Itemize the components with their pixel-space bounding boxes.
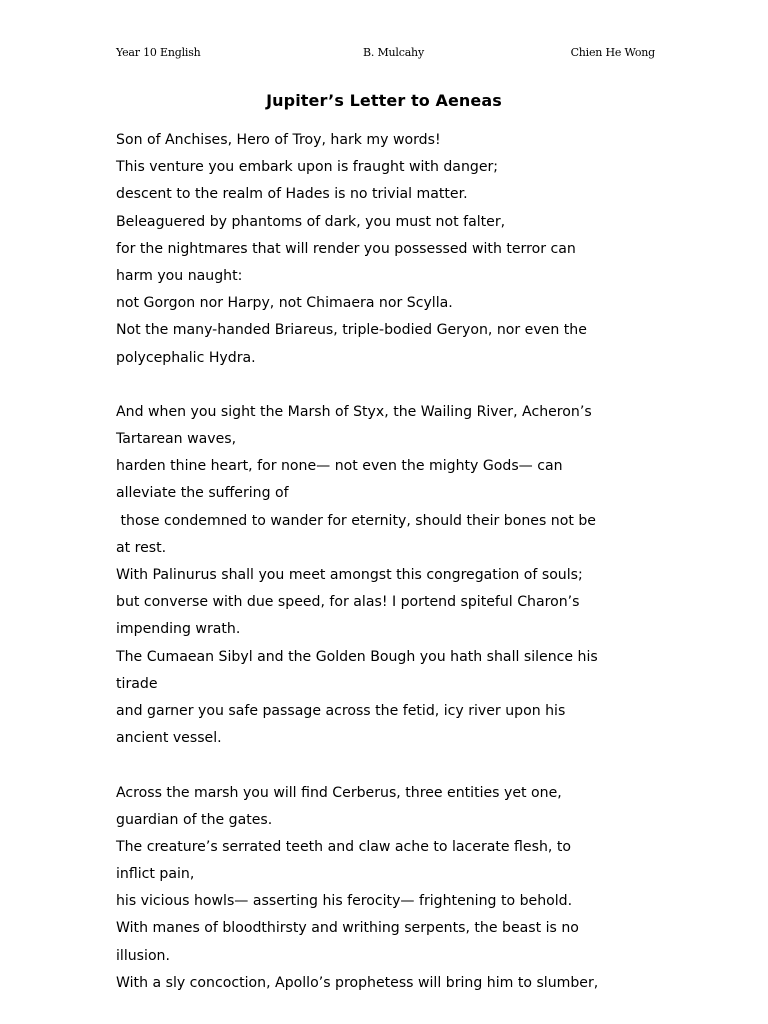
poem-line: Son of Anchises, Hero of Troy, hark my words! (116, 132, 441, 148)
poem-line: tirade (116, 675, 158, 692)
poem-line: With manes of bloodthirsty and writhing serpents, the beast is no (116, 920, 579, 937)
poem-line: descent to the realm of Hades is no trivial matter. (116, 186, 468, 203)
poem-line: polycephalic Hydra. (116, 349, 256, 366)
poem-line: but converse with due speed, for alas! I portend spiteful Charon’s (116, 594, 580, 611)
header-course: Year 10 English (116, 46, 201, 59)
stanza-break (116, 372, 676, 399)
poem-line: harm you naught: (116, 267, 243, 284)
poem-line: inflict pain, (116, 866, 195, 883)
page-header (116, 46, 656, 62)
poem-line: With Palinurus shall you meet amongst this congregation of souls; (116, 567, 583, 583)
poem-line: alleviate the suffering of (116, 485, 289, 502)
poem-line: those condemned to wander for eternity, should their bones not be (116, 512, 596, 529)
poem-line: This venture you embark upon is fraught with danger; (116, 159, 499, 176)
poem-line: at rest. (116, 539, 167, 556)
poem-line: illusion. (116, 947, 170, 964)
poem-line: Not the many-handed Briareus, triple-bodied Geryon, nor even the (116, 322, 587, 339)
poem-line: harden thine heart, for none— not even the mighty Gods— can (116, 458, 563, 475)
poem-line: Tartarean waves, (116, 431, 237, 448)
poem-line: his vicious howls— asserting his ferocity— frightening to behold. (116, 893, 573, 910)
header-teacher: B. Mulcahy (363, 46, 424, 59)
poem-line: and garner you safe passage across the fetid, icy river upon his (116, 702, 566, 719)
poem-line: guardian of the gates. (116, 811, 273, 828)
poem-line: With a sly concoction, Apollo’s prophetess will bring him to slumber, (116, 974, 599, 991)
poem-line: Beleaguered by phantoms of dark, you must not falter, (116, 213, 506, 230)
poem-line: impending wrath. (116, 621, 241, 638)
poem-line: for the nightmares that will render you possessed with terror can (116, 240, 576, 257)
poem-line: The Cumaean Sibyl and the Golden Bough you hath shall silence his (116, 648, 598, 665)
poem-body (116, 127, 676, 997)
document-title: Jupiter’s Letter to Aeneas (266, 91, 502, 110)
poem-line: The creature’s serrated teeth and claw ache to lacerate flesh, to (116, 838, 571, 855)
poem-line: And when you sight the Marsh of Styx, the Wailing River, Acheron’s (116, 403, 592, 420)
poem-line: ancient vessel. (116, 730, 222, 747)
header-author: Chien He Wong (570, 46, 655, 59)
poem-line: not Gorgon nor Harpy, not Chimaera nor Scylla. (116, 295, 453, 312)
stanza-break (116, 752, 676, 779)
poem-line: Across the marsh you will find Cerberus, three entities yet one, (116, 784, 562, 801)
